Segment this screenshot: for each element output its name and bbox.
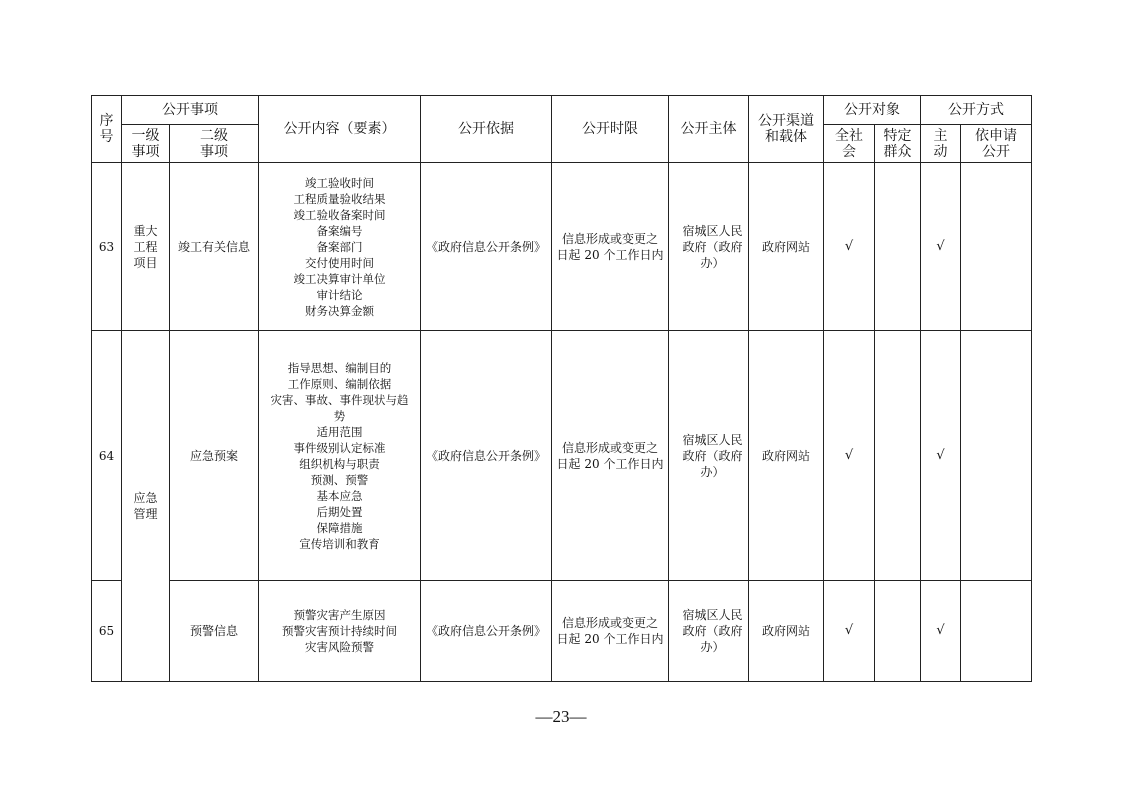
row-basis: 《政府信息公开条例》 — [421, 331, 552, 581]
row-target-all-check: √ — [824, 331, 875, 581]
header-seq: 序 号 — [92, 96, 122, 163]
row-content: 指导思想、编制目的 工作原则、编制依据 灾害、事故、事件现状与趋 势 适用范围 事件级别认定标准 组织机构与职责 预测、预警 基本应急 后期处置 保障措施 宣传培训和教育 — [259, 331, 421, 581]
row-basis: 《政府信息公开条例》 — [421, 163, 552, 331]
header-level1: 一级 事项 — [122, 125, 170, 163]
disclosure-table — [91, 95, 1032, 682]
header-method: 公开方式 — [921, 96, 1032, 125]
header-target: 公开对象 — [824, 96, 921, 125]
row-subject: 宿城区人民 政府（政府 办） — [669, 581, 749, 682]
row-content: 预警灾害产生原因 预警灾害预计持续时间 灾害风险预警 — [259, 581, 421, 682]
row-time-limit: 信息形成或变更之 日起 20 个工作日内 — [552, 331, 669, 581]
row-level2: 预警信息 — [170, 581, 259, 682]
row-method-apply — [961, 163, 1032, 331]
row-seq: 63 — [92, 163, 122, 331]
header-time-limit: 公开时限 — [552, 96, 669, 163]
row-channel: 政府网站 — [749, 331, 824, 581]
row-target-all-check: √ — [824, 163, 875, 331]
row-level2: 应急预案 — [170, 331, 259, 581]
header-content: 公开内容（要素） — [259, 96, 421, 163]
header-method-apply: 依申请 公开 — [961, 125, 1032, 163]
header-basis: 公开依据 — [421, 96, 552, 163]
row-target-specific — [875, 581, 921, 682]
header-item: 公开事项 — [122, 96, 259, 125]
header-channel: 公开渠道 和载体 — [749, 96, 824, 163]
table-row — [92, 581, 1032, 682]
header-method-active: 主 动 — [921, 125, 961, 163]
row-target-all-check: √ — [824, 581, 875, 682]
page-number: —23— — [535, 707, 587, 726]
row-basis: 《政府信息公开条例》 — [421, 581, 552, 682]
header-level2: 二级 事项 — [170, 125, 259, 163]
header-target-all: 全社 会 — [824, 125, 875, 163]
table-row — [92, 163, 1032, 331]
row-subject: 宿城区人民 政府（政府 办） — [669, 331, 749, 581]
table-row — [92, 331, 1032, 581]
row-seq: 65 — [92, 581, 122, 682]
row-time-limit: 信息形成或变更之 日起 20 个工作日内 — [552, 163, 669, 331]
row-method-active-check: √ — [921, 581, 961, 682]
row-method-active-check: √ — [921, 163, 961, 331]
row-method-apply — [961, 581, 1032, 682]
row-method-active-check: √ — [921, 331, 961, 581]
row-content: 竣工验收时间 工程质量验收结果 竣工验收备案时间 备案编号 备案部门 交付使用时间 竣工决算审计单位 审计结论 财务决算金额 — [259, 163, 421, 331]
row-subject: 宿城区人民 政府（政府 办） — [669, 163, 749, 331]
row-time-limit: 信息形成或变更之 日起 20 个工作日内 — [552, 581, 669, 682]
row-level1: 重大 工程 项目 — [122, 163, 170, 331]
row-level2: 竣工有关信息 — [170, 163, 259, 331]
row-target-specific — [875, 331, 921, 581]
row-channel: 政府网站 — [749, 581, 824, 682]
row-target-specific — [875, 163, 921, 331]
row-level1: 应急 管理 — [122, 331, 170, 682]
row-seq: 64 — [92, 331, 122, 581]
header-subject: 公开主体 — [669, 96, 749, 163]
row-channel: 政府网站 — [749, 163, 824, 331]
row-method-apply — [961, 331, 1032, 581]
header-target-specific: 特定 群众 — [875, 125, 921, 163]
